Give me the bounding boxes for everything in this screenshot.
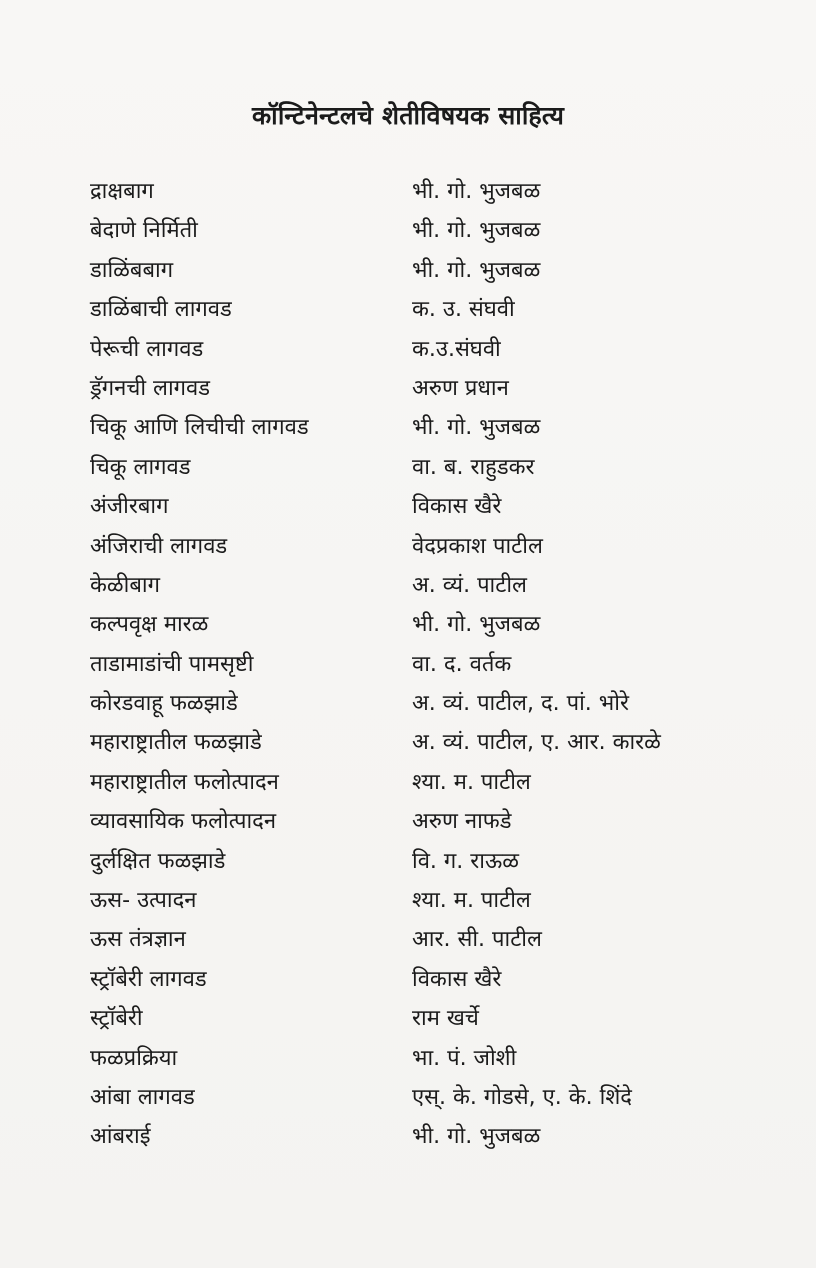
book-author: क. उ. संघवी xyxy=(412,297,515,323)
book-row xyxy=(0,920,816,959)
book-list xyxy=(0,172,816,1157)
page-title: कॉन्टिनेन्टलचे शेतीविषयक साहित्य xyxy=(251,101,565,130)
book-title: ड्रॅगनची लागवड xyxy=(90,375,211,401)
book-author: भा. पं. जोशी xyxy=(412,1045,517,1071)
book-row xyxy=(0,290,816,329)
book-title: अंजिराची लागवड xyxy=(90,533,228,559)
book-author: श्या. म. पाटील xyxy=(412,769,531,795)
book-title: ऊस- उत्पादन xyxy=(90,888,197,914)
book-author: आर. सी. पाटील xyxy=(412,927,542,953)
book-author: वेदप्रकाश पाटील xyxy=(412,533,543,559)
book-title: केळीबाग xyxy=(90,572,160,598)
book-title: स्ट्रॉबेरी लागवड xyxy=(90,966,207,992)
book-title: द्राक्षबाग xyxy=(90,179,154,204)
book-title: डाळिंबाची लागवड xyxy=(90,297,232,323)
book-row xyxy=(0,842,816,881)
book-author: विकास खैरे xyxy=(412,494,502,520)
book-title: अंजीरबाग xyxy=(90,494,169,520)
book-row xyxy=(0,172,816,211)
book-row xyxy=(0,408,816,447)
book-author: वि. ग. राऊळ xyxy=(412,848,519,874)
book-author: भी. गो. भुजबळ xyxy=(412,257,541,283)
book-row xyxy=(0,802,816,841)
book-author: एस्. के. गोडसे, ए. के. शिंदे xyxy=(412,1084,632,1110)
book-row xyxy=(0,330,816,369)
book-row xyxy=(0,211,816,250)
book-title: दुर्लक्षित फळझाडे xyxy=(90,848,226,874)
book-row xyxy=(0,645,816,684)
book-row xyxy=(0,448,816,487)
book-author: अरुण नाफडे xyxy=(412,809,512,835)
book-title: बेदाणे निर्मिती xyxy=(90,218,198,244)
book-row xyxy=(0,251,816,290)
book-row xyxy=(0,999,816,1038)
book-author: वा. ब. राहुडकर xyxy=(412,454,535,480)
book-title: महाराष्ट्रातील फलोत्पादन xyxy=(90,769,279,795)
book-title: डाळिंबबाग xyxy=(90,257,174,283)
book-author: अरुण प्रधान xyxy=(412,375,509,401)
book-row xyxy=(0,723,816,762)
book-title: महाराष्ट्रातील फळझाडे xyxy=(90,730,262,756)
book-title: कोरडवाहू फळझाडे xyxy=(90,691,238,717)
book-title: चिकू आणि लिचीची लागवड xyxy=(90,415,309,441)
book-row xyxy=(0,1117,816,1156)
book-author: राम खर्चे xyxy=(412,1006,479,1032)
book-row xyxy=(0,1039,816,1078)
book-author: वा. द. वर्तक xyxy=(412,651,512,677)
book-title: ऊस तंत्रज्ञान xyxy=(90,927,186,953)
book-author: अ. व्यं. पाटील, द. पां. भोरे xyxy=(412,691,629,717)
book-row xyxy=(0,487,816,526)
book-row xyxy=(0,763,816,802)
book-title: कल्पवृक्ष मारळ xyxy=(90,612,209,638)
book-title: पेरूची लागवड xyxy=(90,336,204,362)
book-row xyxy=(0,566,816,605)
book-author: अ. व्यं. पाटील, ए. आर. कारळे xyxy=(412,730,661,756)
book-row xyxy=(0,1078,816,1117)
book-title: ताडामाडांची पामसृष्टी xyxy=(90,651,254,677)
book-row xyxy=(0,369,816,408)
book-title: आंबा लागवड xyxy=(90,1084,195,1110)
book-author: भी. गो. भुजबळ xyxy=(412,179,541,204)
book-author: अ. व्यं. पाटील xyxy=(412,572,527,598)
book-author: श्या. म. पाटील xyxy=(412,888,531,914)
book-title: फळप्रक्रिया xyxy=(90,1045,178,1071)
book-title: चिकू लागवड xyxy=(90,454,191,480)
book-author: क.उ.संघवी xyxy=(412,336,501,362)
book-row xyxy=(0,881,816,920)
book-author: भी. गो. भुजबळ xyxy=(412,612,541,638)
book-author: भी. गो. भुजबळ xyxy=(412,415,541,441)
book-row xyxy=(0,605,816,644)
book-author: भी. गो. भुजबळ xyxy=(412,218,541,244)
book-title: आंबराई xyxy=(90,1124,151,1150)
book-row xyxy=(0,684,816,723)
book-title: व्यावसायिक फलोत्पादन xyxy=(90,809,277,835)
book-author: विकास खैरे xyxy=(412,966,502,992)
book-title: स्ट्रॉबेरी xyxy=(90,1006,143,1032)
book-row xyxy=(0,527,816,566)
book-row xyxy=(0,960,816,999)
book-author: भी. गो. भुजबळ xyxy=(412,1124,541,1150)
